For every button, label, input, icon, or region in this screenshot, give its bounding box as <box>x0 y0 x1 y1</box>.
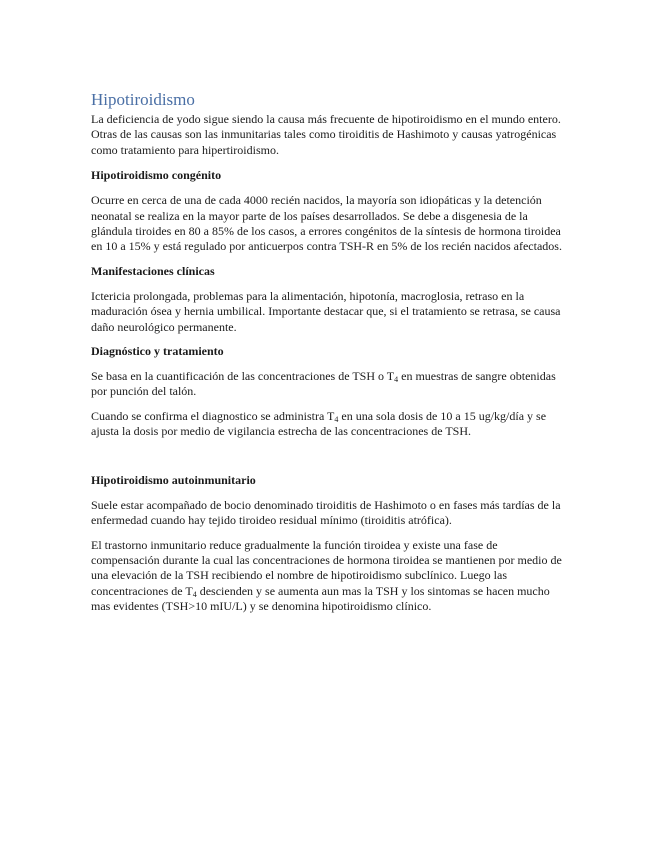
text-run: descienden y se aumenta aun mas la TSH y los sintomas se hacen mucho mas evidentes (TSH>10 mIU/L) y se denomina hipotiroidismo clínico. <box>91 583 550 614</box>
text-run: en muestras de sangre obtenidas por punción del talón. <box>91 369 556 399</box>
intro-paragraph: La deficiencia de yodo sigue siendo la causa más frecuente de hipotiroidismo en el mundo entero. Otras de las causas son las inmunitarias tales como tiroiditis de Hashimoto y causas yatrogénicas como tratamiento para hipertiroidismo. <box>91 112 561 157</box>
section-heading-congenito: Hipotiroidismo congénito <box>91 168 222 183</box>
document-body <box>91 90 563 624</box>
text-run: Se basa en la cuantificación de las concentraciones de TSH o T <box>91 369 395 384</box>
section-spacer <box>91 449 563 473</box>
page-title: Hipotiroidismo <box>91 90 195 109</box>
diagnostico-paragraph-1 <box>91 369 563 400</box>
autoinmunitario-paragraph-1: Suele estar acompañado de bocio denominado tiroiditis de Hashimoto o en fases más tardías de la enfermedad cuando hay tejido tiroideo residual mínimo (tiroiditis atrófica). <box>91 497 561 528</box>
section-heading-diagnostico: Diagnóstico y tratamiento <box>91 344 224 359</box>
diagnostico-paragraph-2 <box>91 409 563 440</box>
section-heading-autoinmunitario: Hipotiroidismo autoinmunitario <box>91 472 256 487</box>
text-run: Cuando se confirma el diagnostico se administra T <box>91 408 335 423</box>
subscript: 4 <box>394 375 399 385</box>
text-run: en una sola dosis de 10 a 15 ug/kg/día y se ajusta la dosis por medio de vigilancia estrecha de las concentraciones de TSH. <box>91 408 547 439</box>
congenito-paragraph: Ocurre en cerca de una de cada 4000 recién nacidos, la mayoría son idiopáticas y la detención neonatal se realiza en la mayor parte de los países desarrollados. Se debe a disgenesia de la glándula tiroides en 80 a 85% de los casos, a errores congénitos de la síntesis de hormona tiroidea en 10 a 15% y está regulado por anticuerpos contra TSH-R en 5% de los recién nacidos afectados. <box>91 193 562 254</box>
subscript: 4 <box>334 414 339 424</box>
autoinmunitario-paragraph-2 <box>91 538 563 615</box>
manifestaciones-paragraph: Ictericia prolongada, problemas para la alimentación, hipotonía, macroglosia, retraso en la maduración ósea y hernia umbilical. Importante destacar que, si el tratamiento se retrasa, se causa daño neurológico permanente. <box>91 288 561 334</box>
text-run: El trastorno inmunitario reduce gradualmente la función tiroidea y existe una fase de compensación durante la cual las concentraciones de hormona tiroidea se mantienen por medio de una elevación de la TSH recibiendo el nombre de hipotiroidismo subclínico. Luego las concentraciones de T <box>91 537 562 598</box>
subscript: 4 <box>192 589 197 599</box>
section-heading-manifestaciones: Manifestaciones clínicas <box>91 263 215 278</box>
